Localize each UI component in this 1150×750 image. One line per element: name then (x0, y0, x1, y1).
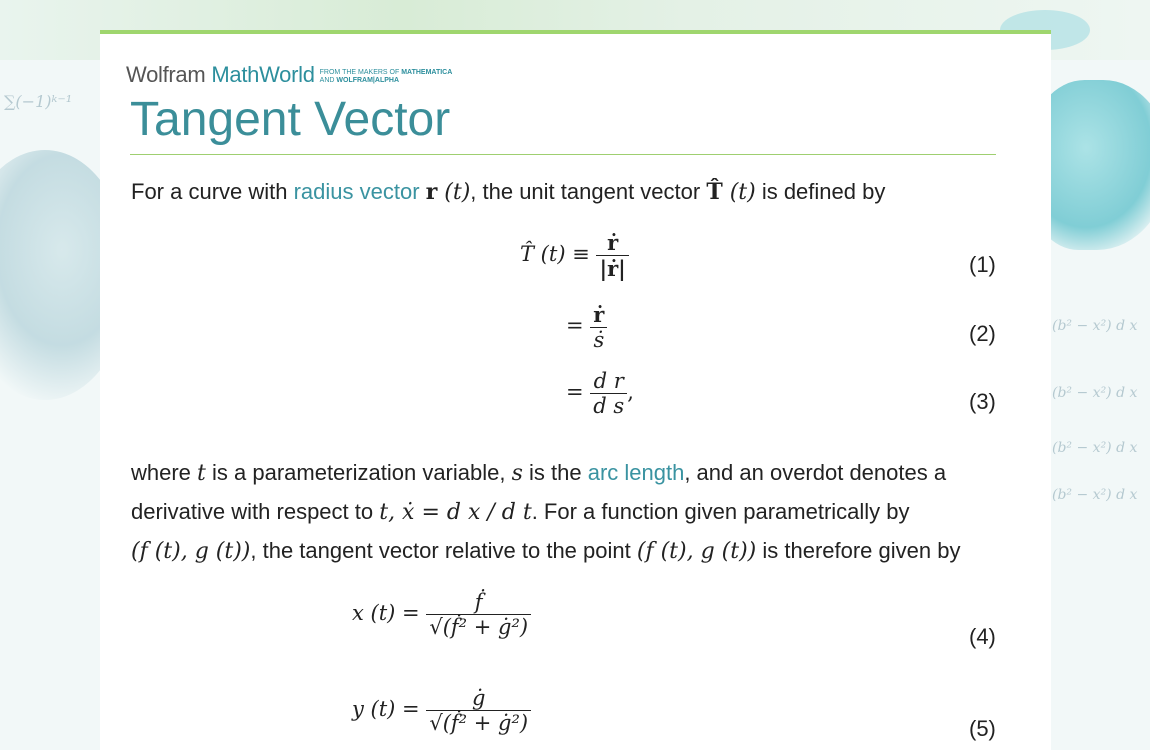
page-title: Tangent Vector (130, 93, 451, 146)
equation-1: T̂ (t) ≡ $\frac{\text{ṙ}}{\text{|ṙ|}}$ (520, 230, 629, 281)
site-header (126, 62, 452, 88)
equation-number: (2) (969, 321, 996, 346)
intro-paragraph: For a curve with radius vector r (t), the unit tangent vector T̂ (t) is defined by (131, 179, 886, 205)
body-paragraph-line: derivative with respect to t, ẋ = d x / d t. For a function given parametrically by (131, 499, 910, 525)
background-formula: ∑(−1)ᵏ⁻¹ (4, 92, 73, 111)
logo-mathworld-text: MathWorld (211, 62, 315, 87)
arc-length-link[interactable]: arc length (587, 460, 685, 485)
site-logo[interactable] (126, 62, 452, 88)
title-divider (130, 154, 996, 155)
logo-tagline: FROM THE MAKERS OF MATHEMATICA AND WOLFRAM|ALPHA (319, 69, 453, 84)
equation-5: y (t) = $\frac{ġ}{\text{√(ḟ² + ġ²)}}$ (352, 686, 531, 735)
background-formula: (b² − x²) d x (1052, 385, 1138, 401)
equation-number: (1) (969, 252, 996, 277)
equation-number: (3) (969, 389, 996, 414)
equation-number: (4) (969, 624, 996, 649)
background-formula: (b² − x²) d x (1052, 318, 1138, 334)
content-card (100, 30, 1051, 750)
background-formula: (b² − x²) d x (1052, 440, 1138, 456)
body-paragraph-line: where t is a parameterization variable, s is the arc length, and an overdot denotes a (131, 460, 947, 486)
background-formula: (b² − x²) d x (1052, 487, 1138, 503)
equation-4: x (t) = $\frac{\text{ḟ}}{\text{√(ḟ² + ġ²)}}$ (352, 590, 531, 639)
radius-vector-link[interactable]: radius vector (293, 179, 420, 204)
equation-3: = $\frac{\text{d r}}{\text{d s}}$ , (566, 369, 634, 418)
equation-2: = $\frac{\text{ṙ}}{\text{ṡ}}$ (566, 302, 607, 352)
equation-number: (5) (969, 716, 996, 741)
body-paragraph-line: (f (t), g (t)), the tangent vector relative to the point (f (t), g (t)) is therefore given by (131, 538, 961, 564)
logo-wolfram-text: Wolfram (126, 62, 206, 87)
